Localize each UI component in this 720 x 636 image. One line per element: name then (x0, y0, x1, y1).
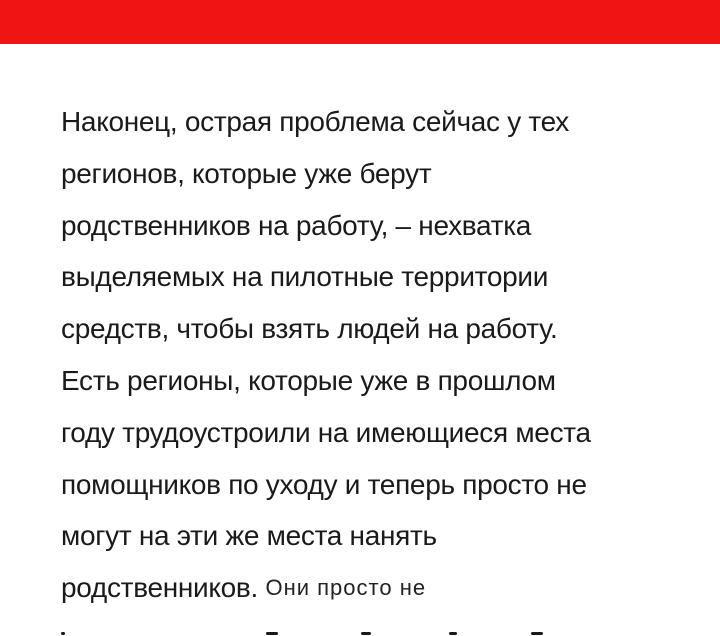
article-body (61, 96, 701, 614)
header-bar (0, 0, 720, 44)
text-fragment (531, 632, 543, 635)
article-line: родственников на работу, – нехватка (61, 209, 532, 241)
partially-rendered-text: Они просто не (265, 575, 427, 601)
text-fragment (61, 632, 65, 635)
article-line: Есть регионы, которые уже в прошлом (61, 364, 556, 396)
article-line-text: родственников. (61, 572, 258, 604)
article-line: Наконец, острая проблема сейчас у тех (61, 106, 569, 137)
text-fragment (361, 632, 371, 635)
article-line: средств, чтобы взять людей на работу. (61, 313, 558, 345)
text-fragment (449, 632, 457, 635)
text-fragment (266, 632, 278, 635)
article-line: помощников по уходу и теперь просто не (61, 468, 587, 500)
article-line: регионов, которые уже берут (61, 157, 432, 189)
article-line-last (61, 562, 701, 614)
article-line: выделяемых на пилотные территории (61, 261, 549, 293)
article-line: году трудоустроили на имеющиеся места (61, 416, 591, 448)
next-line-fragment (61, 612, 681, 636)
article-line: могут на эти же места нанять (61, 520, 437, 552)
